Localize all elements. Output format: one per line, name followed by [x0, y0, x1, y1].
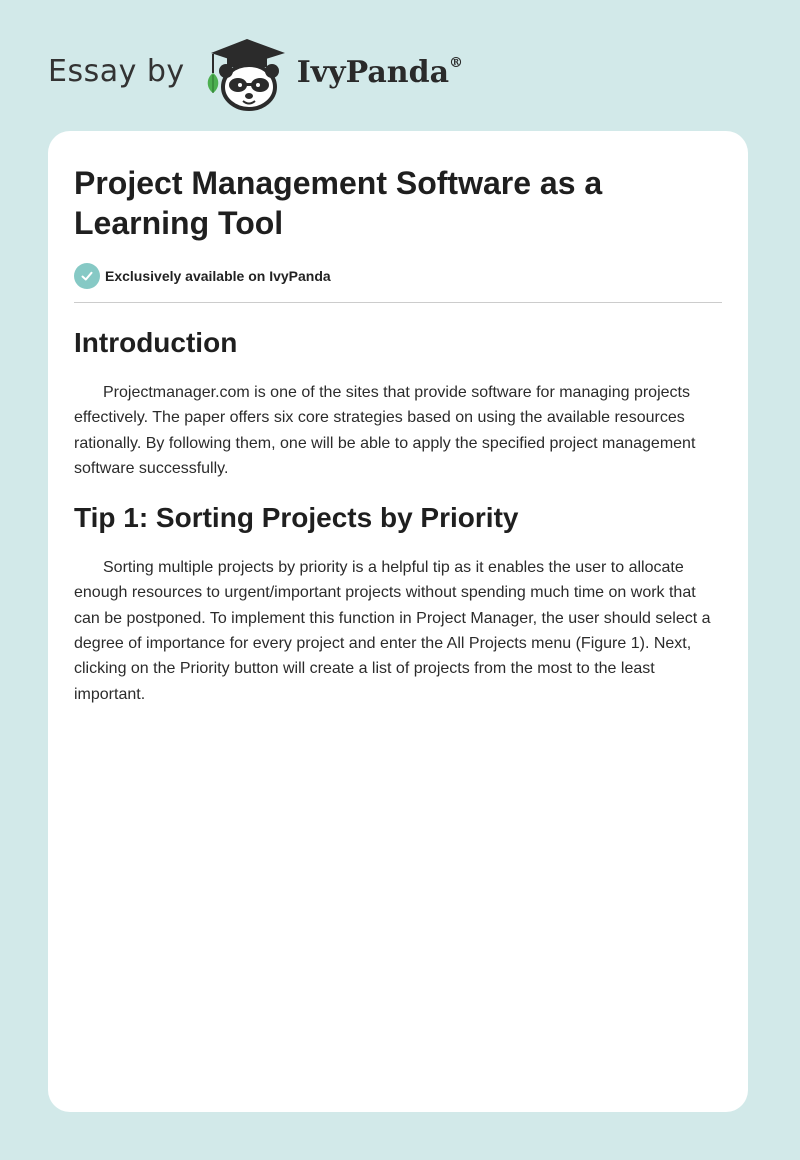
essay-content: [74, 163, 722, 707]
section-paragraph-tip-1: Sorting multiple projects by priority is a helpful tip as it enables the user to allocate enough resources to urgent/important projects without spending much time on work that can be postponed. To implement this function in Project Manager, the user should select a degree of importance for every project and enter the All Projects menu (Figure 1). Next, clicking on the Priority button will create a list of projects from the most to the least important.: [74, 559, 711, 703]
essay-card: [48, 131, 748, 1112]
section-paragraph-introduction: Projectmanager.com is one of the sites that provide software for managing projects effectively. The paper offers six core strategies based on using the available resources rationally. By following them, one will be able to apply the specified project management software successfully.: [74, 384, 696, 477]
brand-name[interactable]: IvyPanda®: [296, 54, 464, 90]
essay-title: Project Management Software as a Learning Tool: [74, 165, 603, 241]
exclusive-badge-text: Exclusively available on IvyPanda: [105, 268, 331, 284]
section-heading-introduction: Introduction: [74, 327, 238, 358]
section-heading-tip-1: Tip 1: Sorting Projects by Priority: [74, 502, 519, 534]
divider: [74, 302, 722, 303]
essay-by-label: Essay by: [48, 53, 185, 89]
registered-mark: ®: [449, 54, 464, 71]
site-header: [48, 34, 463, 114]
panda-graduate-logo-icon[interactable]: [201, 35, 293, 113]
exclusive-badge: [74, 263, 722, 289]
check-icon: [74, 263, 100, 289]
